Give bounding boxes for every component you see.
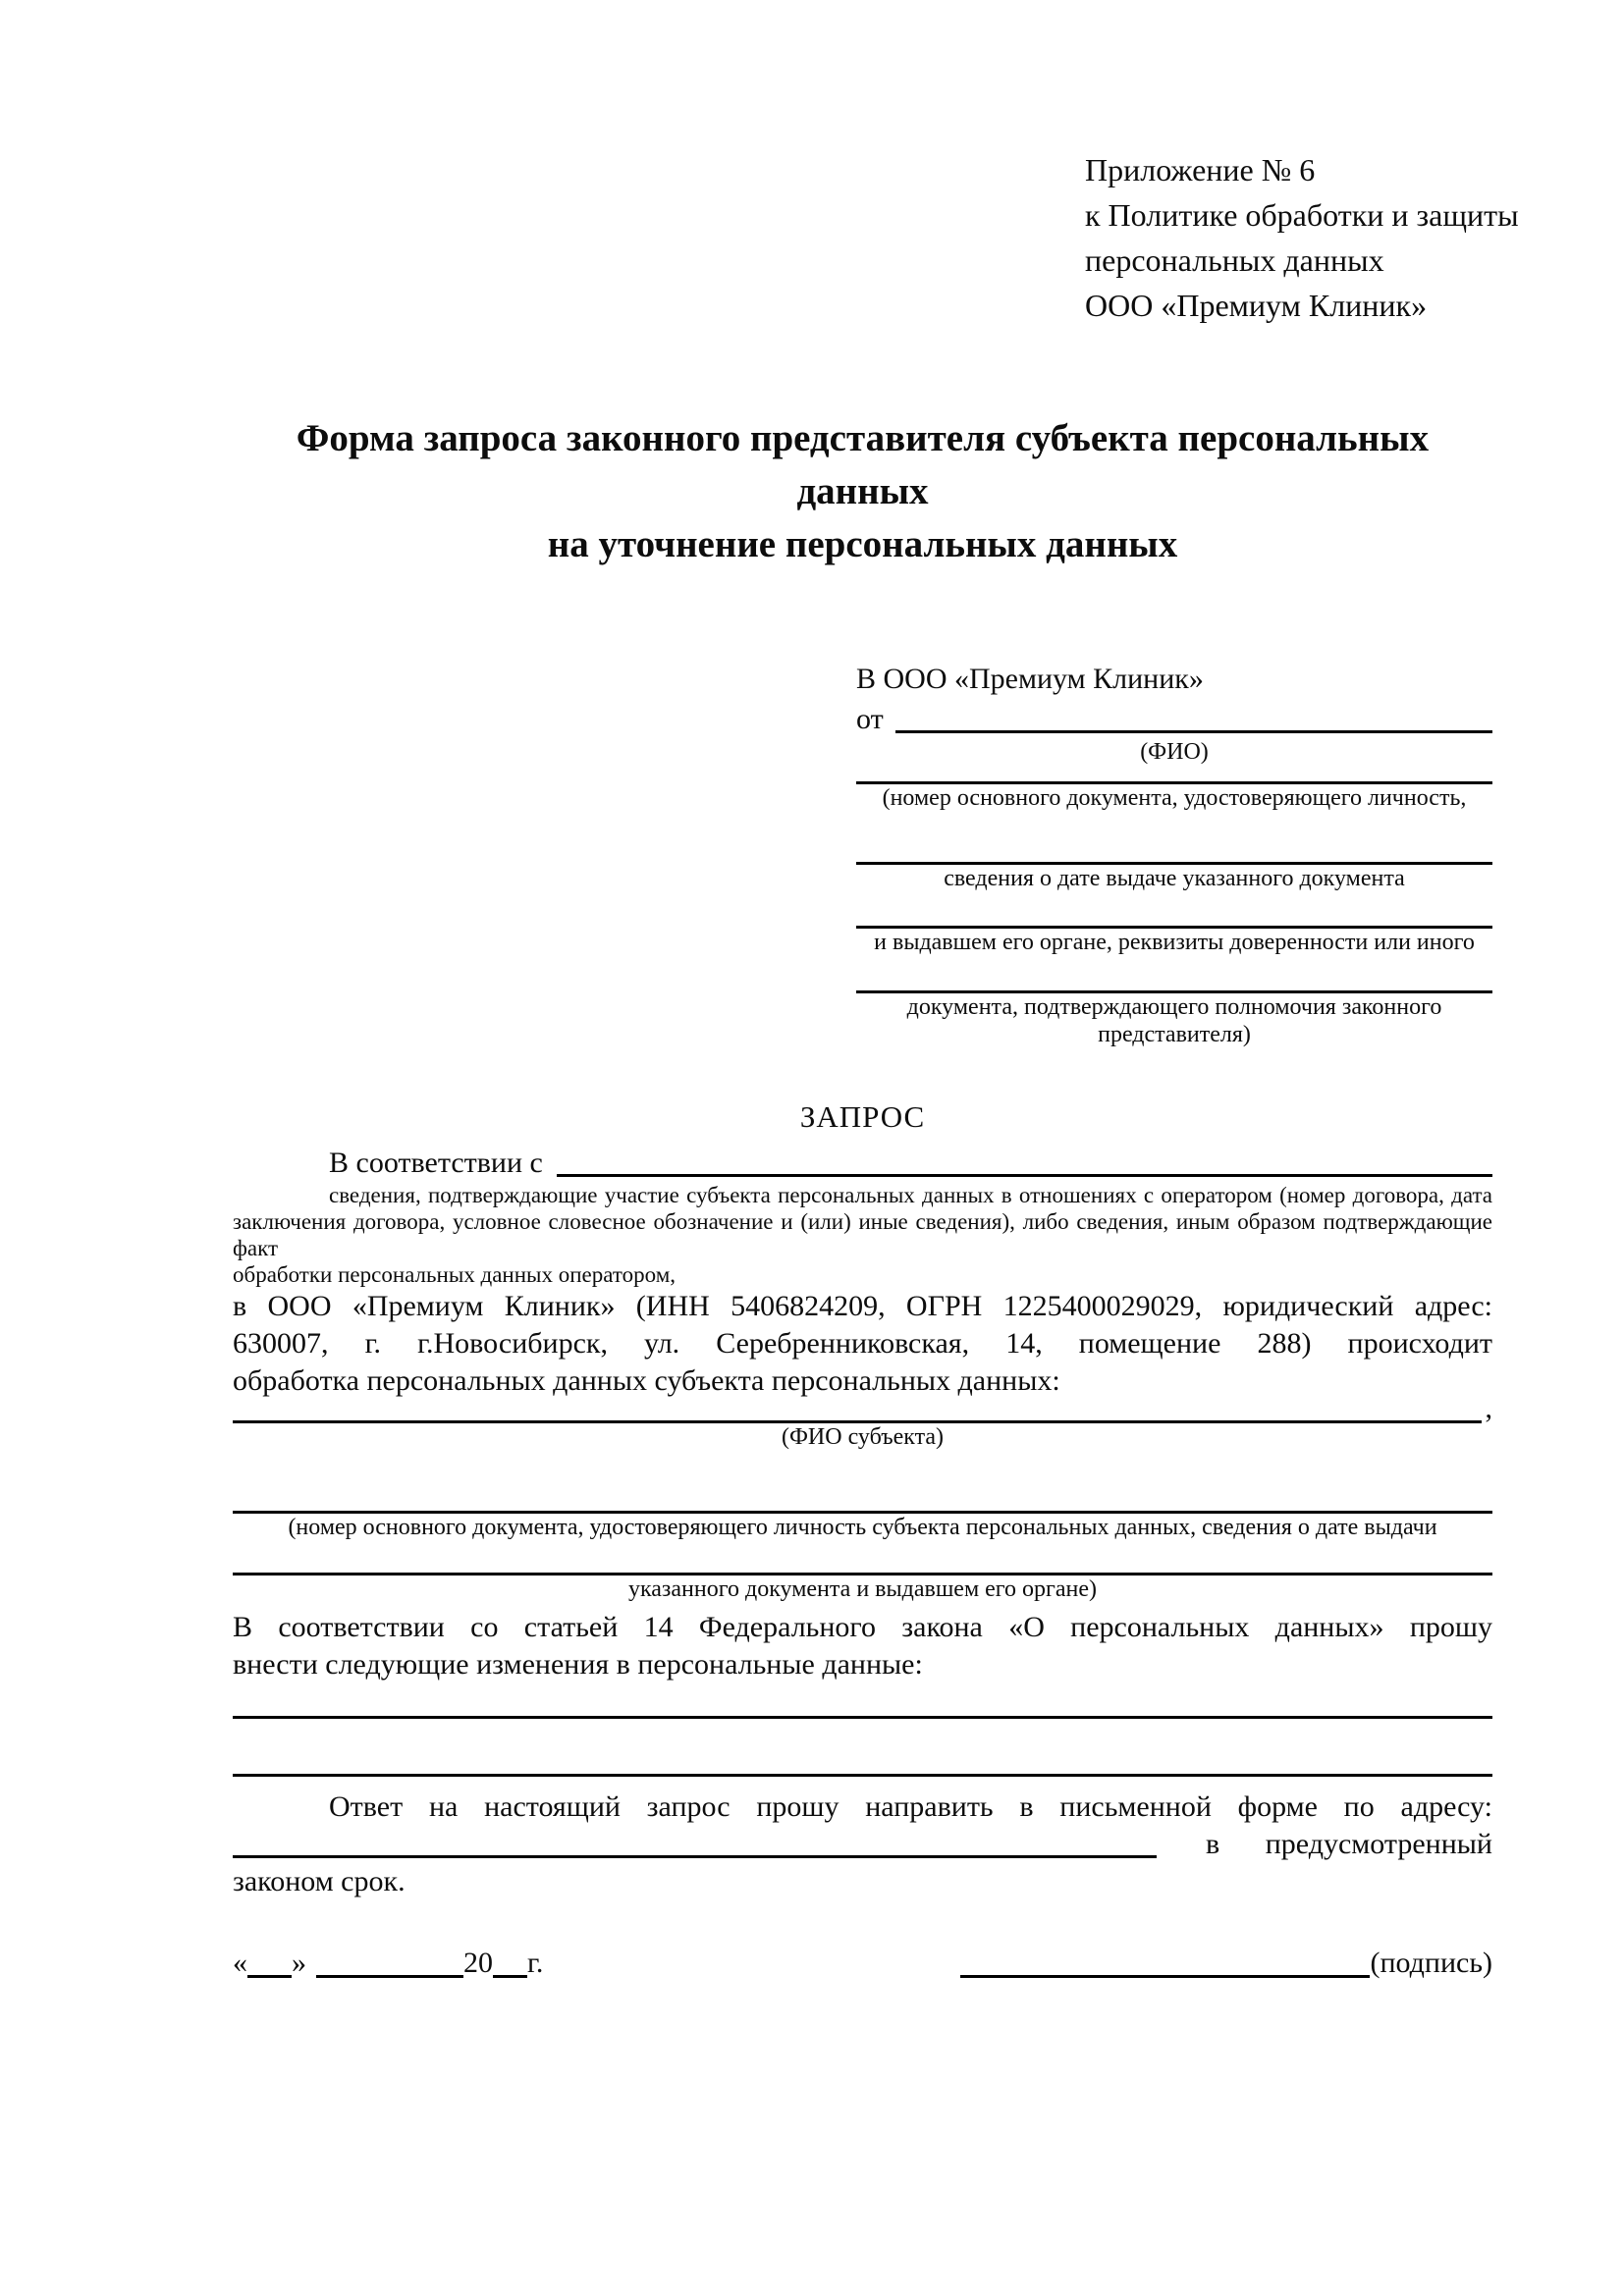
basis-label: В соответствии с — [329, 1147, 543, 1179]
date-year-blank-field — [493, 1946, 527, 1978]
law-line2: внести следующие изменения в персональные данные: — [233, 1648, 923, 1681]
representative-doc-blank-field-4 — [856, 956, 1492, 993]
signature-blank-field — [960, 1946, 1370, 1978]
operator-line2: 630007, г. г.Новосибирск, ул. Серебренниковская, 14, помещение 288) происходит — [233, 1327, 1492, 1360]
subject-fio-caption: (ФИО субъекта) — [781, 1424, 945, 1450]
from-row — [856, 701, 1492, 738]
answer-address-blank-field — [233, 1826, 1157, 1858]
answer-line3: законом срок. — [233, 1865, 406, 1897]
basis-caption-line3: обработки персональных данных оператором, — [233, 1262, 676, 1287]
operator-paragraph — [233, 1288, 1492, 1400]
from-name-blank-field — [895, 730, 1492, 733]
date-open-quote: « — [233, 1947, 247, 1979]
representative-doc-blank-field-1 — [856, 766, 1492, 784]
signature-group — [960, 1944, 1492, 1983]
document-title-line1: Форма запроса законного представителя субъекта персональных данных — [296, 417, 1430, 512]
date-month-blank-field — [316, 1946, 463, 1978]
operator-line1: в ООО «Премиум Клиник» (ИНН 5406824209, ОГРН 1225400029029, юридический адрес: — [233, 1290, 1492, 1322]
appendix-header — [1085, 147, 1519, 328]
addressee-organization: В ООО «Премиум Клиник» — [856, 663, 1204, 695]
basis-caption — [233, 1182, 1492, 1288]
basis-row — [233, 1145, 1492, 1182]
basis-caption-line1: сведения, подтверждающие участие субъекта персональных данных в отношениях с оператором (номер договора, дата — [329, 1183, 1492, 1207]
appendix-policy-line2: персональных данных — [1085, 242, 1384, 278]
changes-blank-field-1 — [233, 1683, 1492, 1719]
date-day-blank-field — [247, 1946, 292, 1978]
representative-doc-blank-field-2 — [856, 812, 1492, 865]
representative-doc-caption-3: и выдавшем его органе, реквизиты доверенности или иного — [874, 930, 1475, 955]
representative-doc-caption-4: документа, подтверждающего полномочия законного представителя) — [906, 994, 1442, 1047]
fio-caption: (ФИО) — [1140, 739, 1209, 765]
operator-line3: обработка персональных данных субъекта персональных данных: — [233, 1364, 1060, 1397]
subject-fio-comma: , — [1485, 1392, 1492, 1424]
addressee-block — [856, 658, 1492, 1048]
request-heading: ЗАПРОС — [799, 1099, 926, 1134]
subject-doc-caption-2: указанного документа и выдавшем его органе) — [627, 1576, 1098, 1602]
basis-caption-line2: заключения договора, условное словесное обозначение и (или) иные сведения), либо сведения, иным образом подтверждающие факт — [233, 1209, 1492, 1260]
appendix-number: Приложение № 6 — [1085, 152, 1316, 187]
footer-row — [233, 1944, 1492, 1983]
date-year-suffix: г. — [527, 1947, 544, 1979]
law-line1: В соответствии со статьей 14 Федерального закона «О персональных данных» прошу — [233, 1611, 1492, 1643]
answer-line1: Ответ на настоящий запрос прошу направить в письменной форме по адресу: — [329, 1790, 1492, 1823]
appendix-policy-line: к Политике обработки и защиты — [1085, 197, 1519, 233]
from-label: от — [856, 703, 884, 735]
answer-word-v: в — [1206, 1828, 1220, 1860]
representative-doc-caption-2: сведения о дате выдаче указанного документа — [944, 866, 1405, 891]
representative-doc-caption-1: (номер основного документа, удостоверяющего личность, — [882, 785, 1467, 811]
document-content — [233, 147, 1519, 1983]
document-title — [233, 412, 1492, 571]
answer-paragraph — [233, 1789, 1492, 1826]
law-paragraph — [233, 1609, 1492, 1683]
representative-doc-blank-field-3 — [856, 892, 1492, 929]
subject-doc-caption-1: (номер основного документа, удостоверяющего личность субъекта персональных данных, сведения о дате выдачи — [288, 1515, 1437, 1540]
subject-doc-blank-field-2 — [233, 1541, 1492, 1575]
signature-caption: (подпись) — [1370, 1947, 1492, 1979]
appendix-company: ООО «Премиум Клиник» — [1085, 288, 1428, 323]
basis-blank-field — [557, 1174, 1492, 1177]
answer-address-row — [233, 1826, 1492, 1863]
document-title-line2: на уточнение персональных данных — [547, 523, 1178, 565]
date-close-quote: » — [292, 1947, 306, 1979]
subject-doc-blank-field-1 — [233, 1451, 1492, 1514]
answer-word-predusmotrenny: предусмотренный — [1265, 1828, 1492, 1860]
changes-blank-field-2 — [233, 1719, 1492, 1777]
subject-fio-row — [233, 1392, 1492, 1424]
date-year-prefix: 20 — [463, 1947, 493, 1979]
